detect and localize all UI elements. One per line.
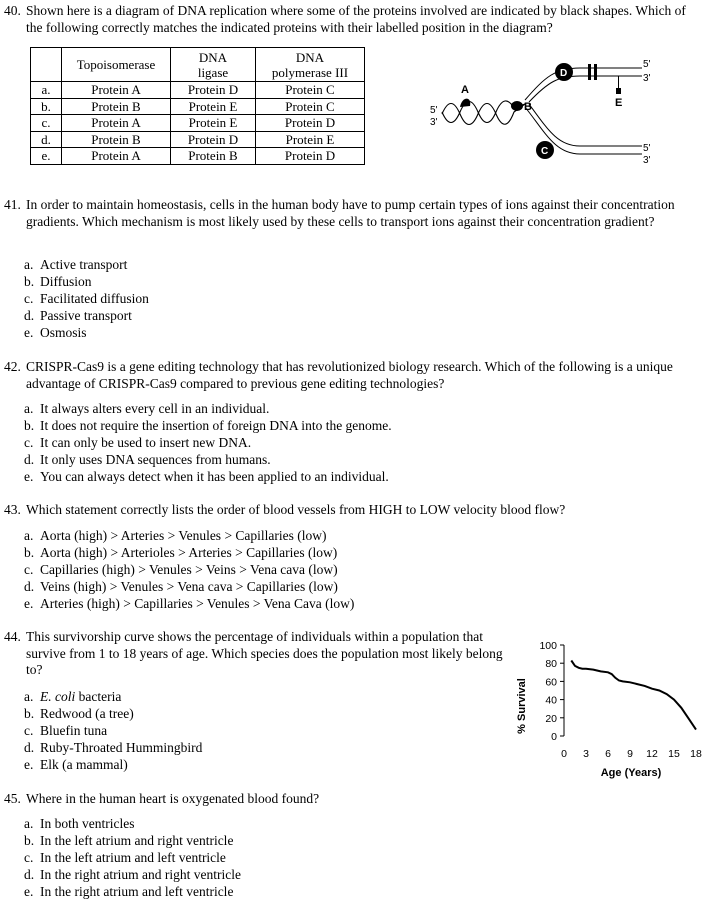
option-letter: c. bbox=[24, 850, 34, 865]
x-tick-label: 6 bbox=[605, 748, 611, 760]
label-b: B bbox=[524, 101, 532, 113]
option-text: You can always detect when it has been applied to an individual. bbox=[40, 469, 389, 484]
option-c bbox=[24, 723, 202, 740]
option-c bbox=[24, 291, 149, 308]
option-b bbox=[24, 545, 354, 562]
label-c: C bbox=[541, 146, 549, 157]
protein-b-shape bbox=[511, 101, 523, 111]
row-letter: a. bbox=[31, 82, 62, 99]
option-text: Diffusion bbox=[40, 274, 92, 289]
chart-axes bbox=[539, 640, 702, 760]
question-text: Where in the human heart is oxygenated blood found? bbox=[26, 791, 320, 806]
option-text: Capillaries (high) > Venules > Veins > Vena cava (low) bbox=[40, 562, 338, 577]
option-text: Aorta (high) > Arterioles > Arteries > Capillaries (low) bbox=[40, 545, 338, 560]
option-letter: d. bbox=[24, 867, 35, 882]
question-number: 44. bbox=[4, 629, 21, 644]
option-b bbox=[24, 706, 202, 723]
x-tick-label: 3 bbox=[583, 748, 589, 760]
option-letter: e. bbox=[24, 325, 34, 340]
option-letter: e. bbox=[24, 884, 34, 899]
survival-curve bbox=[571, 661, 696, 730]
option-text: Aorta (high) > Arteries > Venules > Capillaries (low) bbox=[40, 528, 327, 543]
option-text: Elk (a mammal) bbox=[40, 757, 128, 772]
option-text: It only uses DNA sequences from humans. bbox=[40, 452, 271, 467]
y-tick-label: 60 bbox=[545, 676, 557, 689]
option-text: Arteries (high) > Capillaries > Venules > Vena Cava (low) bbox=[40, 596, 355, 611]
protein-e-shape bbox=[616, 88, 621, 94]
question-42 bbox=[4, 359, 704, 392]
row-letter: c. bbox=[31, 115, 62, 132]
option-text: Redwood (a tree) bbox=[40, 706, 134, 721]
table-cell: Protein E bbox=[171, 115, 256, 132]
option-text: Passive transport bbox=[40, 308, 132, 323]
protein-d-bar bbox=[588, 64, 591, 80]
table-cell: Protein E bbox=[171, 98, 256, 115]
table-cell: Protein C bbox=[256, 82, 365, 99]
option-d bbox=[24, 740, 202, 757]
x-tick-label: 0 bbox=[561, 748, 567, 760]
end-bottom-5: 5' bbox=[643, 143, 651, 154]
option-letter: a. bbox=[24, 689, 34, 704]
question-43 bbox=[4, 502, 704, 519]
header-text: DNA bbox=[198, 49, 228, 65]
option-letter: b. bbox=[24, 545, 35, 560]
bottom-strand-inner bbox=[529, 104, 642, 146]
table-cell: Protein D bbox=[171, 131, 256, 148]
x-tick-label: 15 bbox=[668, 748, 680, 760]
y-tick-label: 80 bbox=[545, 658, 557, 671]
option-text: It does not require the insertion of foreign DNA into the genome. bbox=[40, 418, 392, 433]
option-letter: b. bbox=[24, 418, 35, 433]
option-letter: e. bbox=[24, 469, 34, 484]
label-d: D bbox=[560, 68, 568, 79]
option-b bbox=[24, 418, 392, 435]
option-d bbox=[24, 452, 392, 469]
dna-replication-diagram bbox=[430, 52, 670, 182]
option-letter: e. bbox=[24, 596, 34, 611]
option-text: Osmosis bbox=[40, 325, 87, 340]
option-letter: b. bbox=[24, 706, 35, 721]
options-q43 bbox=[24, 528, 354, 613]
header-topoisomerase bbox=[62, 48, 171, 82]
table-row bbox=[31, 148, 365, 165]
option-text: Ruby-Throated Hummingbird bbox=[40, 740, 203, 755]
table-header-row bbox=[31, 48, 365, 82]
row-letter: e. bbox=[31, 148, 62, 165]
table-body bbox=[31, 82, 365, 165]
table-cell: Protein A bbox=[62, 148, 171, 165]
answer-table bbox=[30, 47, 365, 165]
option-letter: d. bbox=[24, 740, 35, 755]
option-text: In both ventricles bbox=[40, 816, 135, 831]
table-cell: Protein A bbox=[62, 82, 171, 99]
question-number: 43. bbox=[4, 502, 21, 517]
option-e bbox=[24, 757, 202, 774]
row-letter: d. bbox=[31, 131, 62, 148]
option-c bbox=[24, 850, 241, 867]
table-row bbox=[31, 98, 365, 115]
y-axis-label: % Survival bbox=[516, 678, 528, 734]
y-tick-label: 100 bbox=[539, 640, 557, 652]
table-cell: Protein D bbox=[256, 148, 365, 165]
table-cell: Protein E bbox=[256, 131, 365, 148]
label-a: A bbox=[461, 84, 469, 96]
option-letter: a. bbox=[24, 401, 34, 416]
y-tick-label: 0 bbox=[551, 731, 557, 743]
question-40 bbox=[4, 3, 704, 36]
table-cell: Protein B bbox=[62, 131, 171, 148]
end-left-3: 3' bbox=[430, 117, 438, 128]
x-tick-label: 9 bbox=[627, 748, 633, 760]
question-number: 40. bbox=[4, 3, 21, 18]
question-text: In order to maintain homeostasis, cells in the human body have to pump certain types of ions against their concentration gradients. Which mechanism is most likely used by these cells to transport ions against their concentration gradient? bbox=[26, 197, 675, 229]
option-a bbox=[24, 401, 392, 418]
option-letter: d. bbox=[24, 308, 35, 323]
table-row bbox=[31, 131, 365, 148]
option-d bbox=[24, 308, 149, 325]
option-text: In the left atrium and left ventricle bbox=[40, 850, 226, 865]
option-letter: b. bbox=[24, 833, 35, 848]
option-letter: c. bbox=[24, 562, 34, 577]
table-cell: Protein C bbox=[256, 98, 365, 115]
option-letter: c. bbox=[24, 435, 34, 450]
header-text: ligase bbox=[197, 64, 229, 80]
options-q44 bbox=[24, 689, 202, 774]
option-text: In the right atrium and left ventricle bbox=[40, 884, 234, 899]
protein-d-bar2 bbox=[594, 64, 597, 80]
option-a bbox=[24, 689, 202, 706]
table-cell: Protein B bbox=[171, 148, 256, 165]
option-c bbox=[24, 562, 354, 579]
end-left-5: 5' bbox=[430, 105, 438, 116]
survivorship-chart bbox=[508, 636, 708, 786]
x-axis-label: Age (Years) bbox=[600, 767, 662, 779]
option-text: Active transport bbox=[40, 257, 128, 272]
option-text: In the right atrium and right ventricle bbox=[40, 867, 241, 882]
row-letter: b. bbox=[31, 98, 62, 115]
question-text: CRISPR-Cas9 is a gene editing technology that has revolutionized biology research. Which of the following is a unique advantage of CRISPR-Cas9 compared to previous gene editing technologies? bbox=[26, 359, 673, 391]
option-e bbox=[24, 596, 354, 613]
label-e: E bbox=[615, 97, 623, 109]
x-tick-label: 18 bbox=[690, 748, 702, 760]
option-letter: c. bbox=[24, 723, 34, 738]
end-top-3: 3' bbox=[643, 73, 651, 84]
question-41 bbox=[4, 197, 704, 230]
question-44 bbox=[4, 629, 504, 679]
option-text: bacteria bbox=[75, 689, 122, 704]
options-q42 bbox=[24, 401, 392, 486]
question-number: 41. bbox=[4, 197, 21, 212]
option-e bbox=[24, 469, 392, 486]
option-species-name: E. coli bbox=[40, 689, 76, 704]
y-tick-label: 20 bbox=[545, 712, 557, 725]
option-c bbox=[24, 435, 392, 452]
header-text: Topoisomerase bbox=[76, 57, 156, 72]
question-text: This survivorship curve shows the percentage of individuals within a population that survive from 1 to 18 years of age. Which species does the population most likely belong to? bbox=[26, 629, 503, 677]
option-b bbox=[24, 274, 149, 291]
option-letter: a. bbox=[24, 257, 34, 272]
option-letter: c. bbox=[24, 291, 34, 306]
option-letter: d. bbox=[24, 579, 35, 594]
top-strand-inner bbox=[529, 76, 642, 102]
option-letter: a. bbox=[24, 528, 34, 543]
question-number: 42. bbox=[4, 359, 21, 374]
table-cell: Protein D bbox=[171, 82, 256, 99]
option-text: Facilitated diffusion bbox=[40, 291, 149, 306]
end-top-5: 5' bbox=[643, 59, 651, 70]
option-d bbox=[24, 579, 354, 596]
option-d bbox=[24, 867, 241, 884]
question-number: 45. bbox=[4, 791, 21, 806]
option-text: It always alters every cell in an individual. bbox=[40, 401, 270, 416]
option-letter: e. bbox=[24, 757, 34, 772]
protein-a-shape bbox=[460, 99, 470, 107]
y-tick-label: 40 bbox=[545, 694, 557, 707]
option-letter: b. bbox=[24, 274, 35, 289]
option-text: Bluefin tuna bbox=[40, 723, 108, 738]
table-cell: Protein B bbox=[62, 98, 171, 115]
top-strand-outer bbox=[525, 68, 642, 100]
header-text: polymerase III bbox=[271, 64, 349, 80]
option-a bbox=[24, 528, 354, 545]
option-b bbox=[24, 833, 241, 850]
x-tick-label: 12 bbox=[646, 748, 658, 760]
table-corner bbox=[31, 48, 62, 82]
option-a bbox=[24, 257, 149, 274]
option-letter: d. bbox=[24, 452, 35, 467]
question-text: Which statement correctly lists the order of blood vessels from HIGH to LOW velocity blood flow? bbox=[26, 502, 566, 517]
table-cell: Protein A bbox=[62, 115, 171, 132]
option-text: It can only be used to insert new DNA. bbox=[40, 435, 252, 450]
table-row bbox=[31, 115, 365, 132]
question-45 bbox=[4, 791, 704, 808]
option-letter: a. bbox=[24, 816, 34, 831]
end-bottom-3: 3' bbox=[643, 155, 651, 166]
option-e bbox=[24, 325, 149, 342]
table-row bbox=[31, 82, 365, 99]
header-dna-polymerase bbox=[256, 48, 365, 82]
question-text: Shown here is a diagram of DNA replication where some of the proteins involved are indicated by black shapes. Which of the following correctly matches the indicated proteins with their labelled position in the diagram? bbox=[26, 3, 686, 35]
table-cell: Protein D bbox=[256, 115, 365, 132]
option-text: In the left atrium and right ventricle bbox=[40, 833, 234, 848]
header-text: DNA bbox=[295, 49, 325, 65]
options-q41 bbox=[24, 257, 149, 342]
option-a bbox=[24, 816, 241, 833]
header-dna-ligase bbox=[171, 48, 256, 82]
option-text: Veins (high) > Venules > Vena cava > Capillaries (low) bbox=[40, 579, 338, 594]
option-e bbox=[24, 884, 241, 901]
options-q45 bbox=[24, 816, 241, 901]
